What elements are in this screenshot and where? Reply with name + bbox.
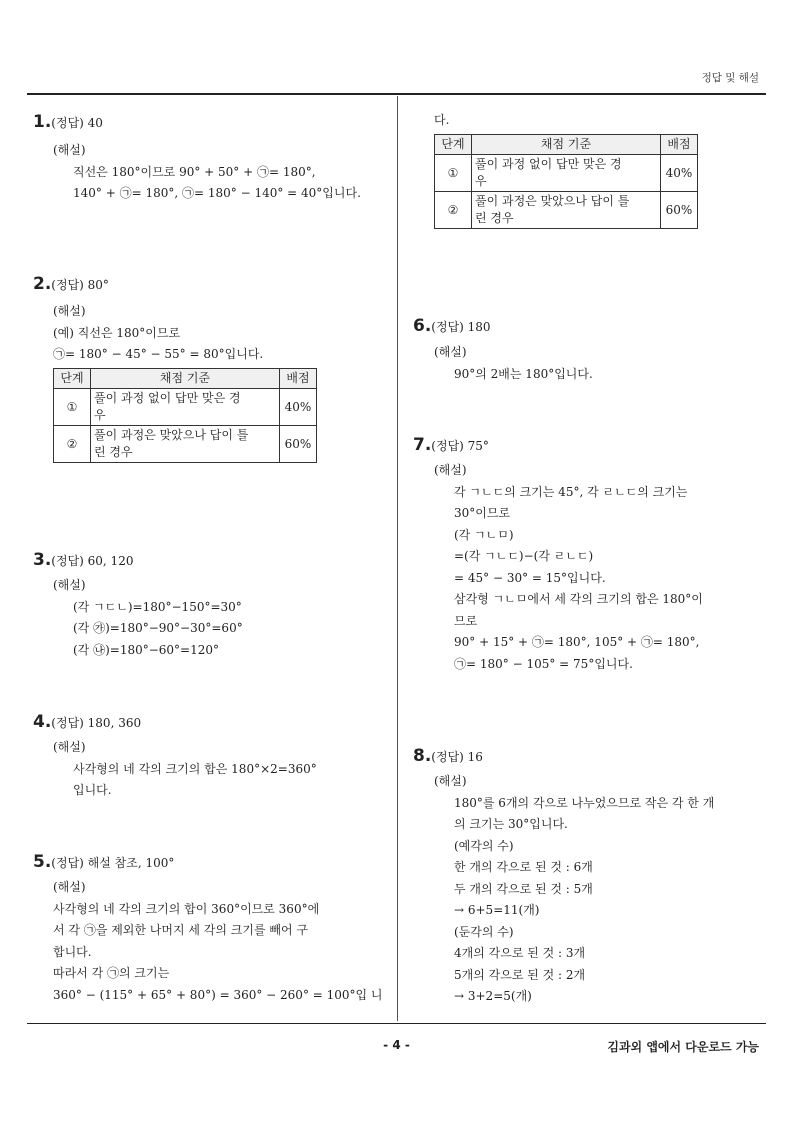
- explanation-line: 두 개의 각으로 된 것 : 5개: [454, 881, 593, 896]
- scoring-table-q5: [434, 134, 698, 229]
- question-7-explanation: [434, 460, 703, 675]
- question-8-heading: [413, 746, 483, 766]
- explanation-line: (각 ㉯)=180°−60°=120°: [73, 642, 220, 657]
- scoring-table-q2: [53, 368, 317, 463]
- question-1-explanation: [53, 140, 361, 205]
- criteria-cell: 풀이 과정은 맞았으나 답이 틀 린 경우: [91, 426, 280, 463]
- question-number: 3.: [33, 550, 52, 570]
- explanation-line: 의 크기는 30°입니다.: [454, 817, 568, 831]
- header-rule: [27, 93, 766, 95]
- answer-text: (정답) 60, 120: [51, 554, 134, 568]
- question-3-explanation: [53, 575, 243, 661]
- question-5-continued: [434, 110, 449, 132]
- question-6-heading: [413, 316, 491, 336]
- explanation-line: 따라서 각 ㉠의 크기는: [53, 966, 170, 980]
- explanation-line: 5개의 각으로 된 것 : 2개: [454, 967, 586, 982]
- question-number: 6.: [413, 316, 432, 336]
- question-1-heading: [33, 112, 103, 132]
- explanation-line: 4개의 각으로 된 것 : 3개: [454, 946, 586, 960]
- score-cell: 40%: [280, 389, 317, 426]
- explanation-line: 다.: [434, 113, 450, 127]
- explanation-label: (해설): [53, 880, 86, 894]
- explanation-label: (해설): [53, 740, 86, 754]
- explanation-line: 므로: [454, 613, 478, 628]
- answer-text: (정답) 180: [431, 320, 491, 334]
- question-2-heading: [33, 274, 109, 294]
- answer-text: (정답) 80°: [51, 278, 109, 292]
- score-cell: 60%: [280, 426, 317, 463]
- step-cell: ①: [435, 155, 472, 192]
- criteria-cell: 풀이 과정 없이 답만 맞은 경 우: [472, 155, 661, 192]
- explanation-line: (각 ㄱㄴㅁ): [454, 527, 514, 542]
- question-5-heading: [33, 852, 174, 872]
- explanation-line: 140° + ㉠= 180°, ㉠= 180° − 140° = 40°입니다.: [73, 186, 361, 200]
- question-number: 2.: [33, 274, 52, 294]
- header-score: 배점: [661, 135, 698, 155]
- question-4-heading: [33, 712, 141, 732]
- explanation-line: (둔각의 수): [454, 924, 514, 939]
- explanation-line: 합니다.: [53, 944, 92, 959]
- explanation-label: (해설): [53, 143, 86, 157]
- table-row: [435, 192, 698, 229]
- header-step: 단계: [435, 135, 472, 155]
- explanation-line: 직선은 180°이므로 90° + 50° + ㉠= 180°,: [73, 164, 316, 179]
- explanation-label: (해설): [53, 578, 86, 592]
- answer-text: (정답) 해설 참조, 100°: [51, 856, 175, 870]
- explanation-label: (해설): [434, 345, 467, 359]
- question-8-explanation: [434, 771, 714, 1008]
- explanation-line: → 6+5=11(개): [454, 903, 540, 917]
- question-number: 5.: [33, 852, 52, 872]
- question-4-explanation: [53, 737, 317, 802]
- footer-note: 김과외 앱에서 다운로드 가능: [607, 1040, 759, 1054]
- question-5-explanation: [53, 877, 383, 1006]
- explanation-line: = 45° − 30° = 15°입니다.: [454, 570, 606, 585]
- explanation-line: (예각의 수): [454, 838, 514, 853]
- explanation-line: 180°를 6개의 각으로 나누었으므로 작은 각 한 개: [454, 795, 715, 810]
- question-number: 7.: [413, 435, 432, 455]
- explanation-line: 한 개의 각으로 된 것 : 6개: [454, 860, 593, 874]
- question-2-explanation: [53, 301, 263, 366]
- question-number: 1.: [33, 112, 52, 132]
- criteria-cell: 풀이 과정은 맞았으나 답이 틀 린 경우: [472, 192, 661, 229]
- explanation-line: ㉠= 180° − 45° − 55° = 80°입니다.: [53, 347, 264, 361]
- page-number: - 4 -: [383, 1038, 410, 1052]
- explanation-line: 30°이므로: [454, 506, 511, 520]
- explanation-line: (각 ㄱㄷㄴ)=180°−150°=30°: [73, 599, 242, 614]
- table-row: [54, 426, 317, 463]
- header-step: 단계: [54, 369, 91, 389]
- explanation-line: 90° + 15° + ㉠= 180°, 105° + ㉠= 180°,: [454, 635, 700, 649]
- explanation-line: (각 ㉮)=180°−90°−30°=60°: [73, 621, 243, 635]
- question-3-heading: [33, 550, 133, 570]
- header-title: 정답 및 해설: [701, 72, 759, 84]
- explanation-line: 입니다.: [73, 783, 112, 797]
- explanation-line: 사각형의 네 각의 크기의 합이 360°이므로 360°에: [53, 901, 320, 916]
- explanation-line: ㉠= 180° − 105° = 75°입니다.: [454, 656, 633, 671]
- score-cell: 60%: [661, 192, 698, 229]
- explanation-line: 사각형의 네 각의 크기의 합은 180°×2=360°: [73, 761, 317, 776]
- header-criteria: 채점 기준: [91, 369, 280, 389]
- explanation-line: =(각 ㄱㄴㄷ)−(각 ㄹㄴㄷ): [454, 549, 594, 563]
- explanation-line: 360° − (115° + 65° + 80°) = 360° − 260° = 100°입 니: [53, 987, 383, 1002]
- explanation-line: 90°의 2배는 180°입니다.: [454, 366, 593, 381]
- table-row: [435, 155, 698, 192]
- explanation-line: → 3+2=5(개): [454, 989, 532, 1003]
- step-cell: ①: [54, 389, 91, 426]
- criteria-cell: 풀이 과정 없이 답만 맞은 경 우: [91, 389, 280, 426]
- explanation-line: 서 각 ㉠을 제외한 나머지 세 각의 크기를 빼어 구: [53, 923, 308, 937]
- answer-text: (정답) 40: [51, 116, 103, 130]
- answer-text: (정답) 180, 360: [51, 716, 142, 730]
- explanation-line: 삼각형 ㄱㄴㅁ에서 세 각의 크기의 합은 180°이: [454, 592, 703, 606]
- answer-text: (정답) 75°: [431, 439, 489, 453]
- explanation-line: (예) 직선은 180°이므로: [53, 325, 181, 340]
- header-score: 배점: [280, 369, 317, 389]
- step-cell: ②: [435, 192, 472, 229]
- question-7-heading: [413, 435, 489, 455]
- explanation-line: 각 ㄱㄴㄷ의 크기는 45°, 각 ㄹㄴㄷ의 크기는: [454, 484, 688, 499]
- footer-rule: [27, 1023, 766, 1024]
- question-number: 4.: [33, 712, 52, 732]
- table-row: [54, 389, 317, 426]
- column-divider: [397, 96, 398, 1021]
- score-cell: 40%: [661, 155, 698, 192]
- explanation-label: (해설): [434, 774, 467, 788]
- header-criteria: 채점 기준: [472, 135, 661, 155]
- question-number: 8.: [413, 746, 432, 766]
- explanation-label: (해설): [53, 304, 86, 318]
- question-6-explanation: [434, 342, 593, 385]
- step-cell: ②: [54, 426, 91, 463]
- answer-text: (정답) 16: [431, 750, 483, 764]
- explanation-label: (해설): [434, 463, 467, 477]
